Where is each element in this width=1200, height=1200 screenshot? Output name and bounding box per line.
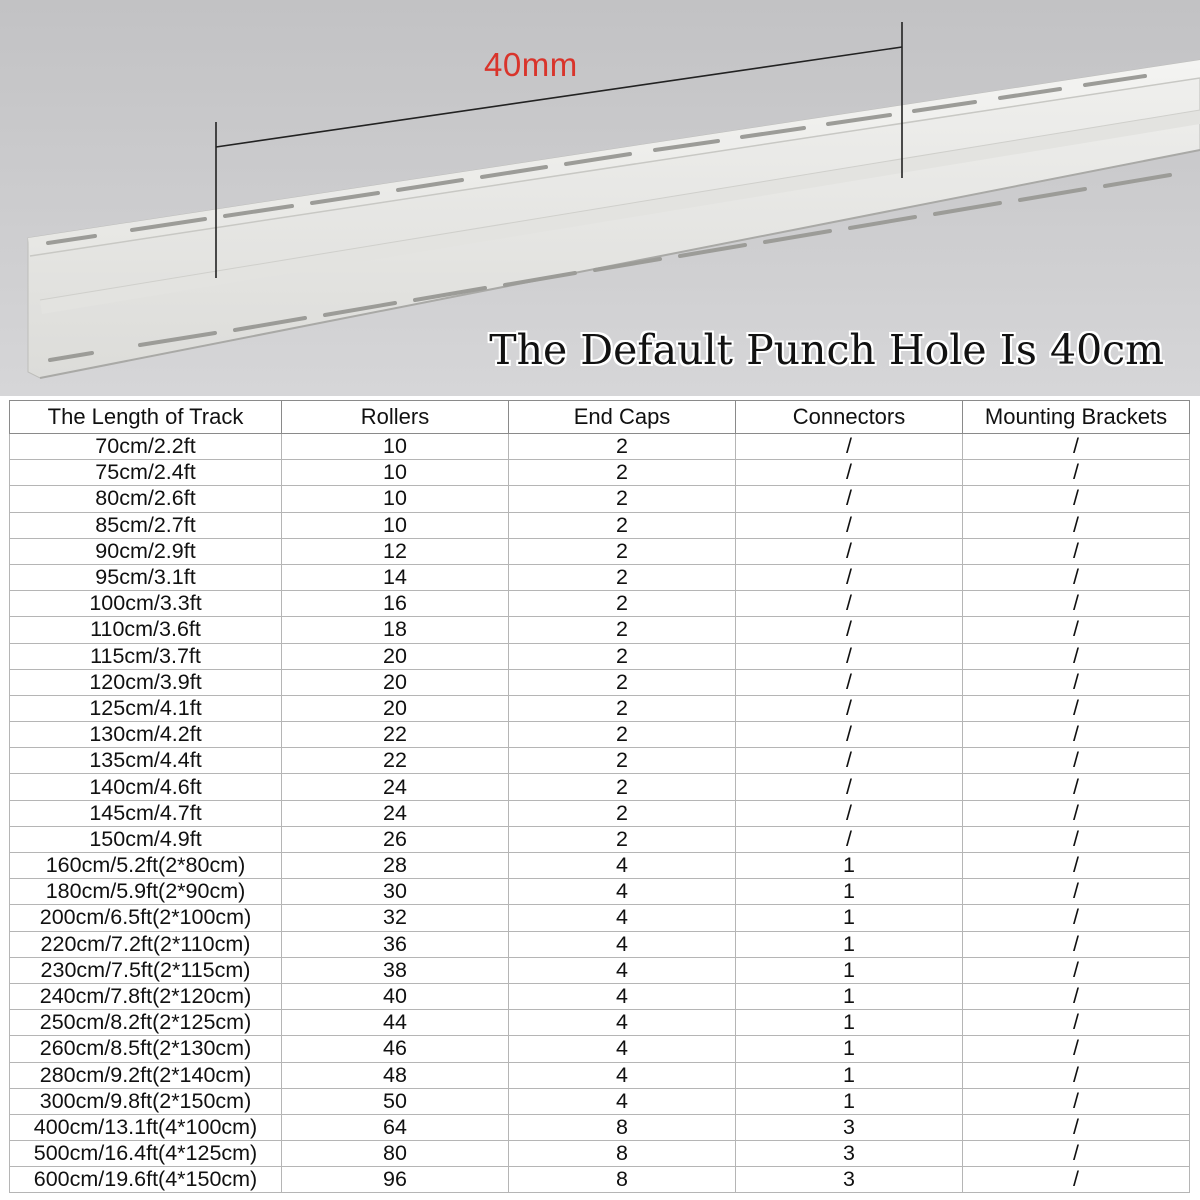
- cell-end-caps: 2: [509, 617, 736, 643]
- cell-end-caps: 4: [509, 983, 736, 1009]
- table-row: [10, 564, 1190, 590]
- table-row: [10, 957, 1190, 983]
- cell-connectors: /: [736, 669, 963, 695]
- header-rollers: Rollers: [282, 401, 509, 434]
- table-row: [10, 1036, 1190, 1062]
- header-end-caps: End Caps: [509, 401, 736, 434]
- cell-length: 80cm/2.6ft: [10, 486, 282, 512]
- cell-mounting-brackets: /: [963, 722, 1190, 748]
- cell-rollers: 40: [282, 983, 509, 1009]
- cell-mounting-brackets: /: [963, 617, 1190, 643]
- cell-connectors: /: [736, 643, 963, 669]
- cell-mounting-brackets: /: [963, 1036, 1190, 1062]
- cell-length: 400cm/13.1ft(4*100cm): [10, 1114, 282, 1140]
- cell-mounting-brackets: /: [963, 669, 1190, 695]
- cell-end-caps: 2: [509, 748, 736, 774]
- cell-rollers: 38: [282, 957, 509, 983]
- cell-connectors: 3: [736, 1167, 963, 1193]
- cell-rollers: 96: [282, 1167, 509, 1193]
- cell-length: 200cm/6.5ft(2*100cm): [10, 905, 282, 931]
- cell-length: 135cm/4.4ft: [10, 748, 282, 774]
- cell-mounting-brackets: /: [963, 434, 1190, 460]
- cell-mounting-brackets: /: [963, 591, 1190, 617]
- table-row: [10, 1167, 1190, 1193]
- cell-length: 230cm/7.5ft(2*115cm): [10, 957, 282, 983]
- cell-mounting-brackets: /: [963, 826, 1190, 852]
- cell-end-caps: 4: [509, 1062, 736, 1088]
- cell-length: 180cm/5.9ft(2*90cm): [10, 879, 282, 905]
- cell-connectors: 1: [736, 1036, 963, 1062]
- cell-rollers: 46: [282, 1036, 509, 1062]
- cell-mounting-brackets: /: [963, 879, 1190, 905]
- cell-end-caps: 2: [509, 591, 736, 617]
- table-row: [10, 853, 1190, 879]
- table-row: [10, 983, 1190, 1009]
- cell-end-caps: 4: [509, 1036, 736, 1062]
- cell-length: 300cm/9.8ft(2*150cm): [10, 1088, 282, 1114]
- table-row: [10, 1062, 1190, 1088]
- cell-end-caps: 8: [509, 1114, 736, 1140]
- cell-connectors: /: [736, 774, 963, 800]
- table-row: [10, 538, 1190, 564]
- cell-connectors: 1: [736, 879, 963, 905]
- cell-length: 150cm/4.9ft: [10, 826, 282, 852]
- cell-mounting-brackets: /: [963, 486, 1190, 512]
- cell-rollers: 44: [282, 1010, 509, 1036]
- cell-mounting-brackets: /: [963, 931, 1190, 957]
- cell-rollers: 10: [282, 512, 509, 538]
- cell-length: 95cm/3.1ft: [10, 564, 282, 590]
- cell-connectors: 1: [736, 931, 963, 957]
- cell-length: 600cm/19.6ft(4*150cm): [10, 1167, 282, 1193]
- table-row: [10, 748, 1190, 774]
- cell-end-caps: 4: [509, 931, 736, 957]
- table-row: [10, 512, 1190, 538]
- cell-rollers: 50: [282, 1088, 509, 1114]
- cell-length: 500cm/16.4ft(4*125cm): [10, 1141, 282, 1167]
- cell-length: 110cm/3.6ft: [10, 617, 282, 643]
- cell-connectors: /: [736, 617, 963, 643]
- table-row: [10, 643, 1190, 669]
- cell-rollers: 48: [282, 1062, 509, 1088]
- cell-rollers: 36: [282, 931, 509, 957]
- cell-rollers: 10: [282, 434, 509, 460]
- cell-rollers: 10: [282, 486, 509, 512]
- cell-length: 70cm/2.2ft: [10, 434, 282, 460]
- cell-mounting-brackets: /: [963, 853, 1190, 879]
- cell-mounting-brackets: /: [963, 774, 1190, 800]
- cell-end-caps: 4: [509, 1088, 736, 1114]
- cell-mounting-brackets: /: [963, 1088, 1190, 1114]
- photo-caption: The Default Punch Hole Is 40cm: [489, 326, 1164, 374]
- cell-length: 280cm/9.2ft(2*140cm): [10, 1062, 282, 1088]
- cell-connectors: /: [736, 800, 963, 826]
- cell-rollers: 64: [282, 1114, 509, 1140]
- cell-length: 115cm/3.7ft: [10, 643, 282, 669]
- cell-length: 75cm/2.4ft: [10, 460, 282, 486]
- cell-end-caps: 4: [509, 1010, 736, 1036]
- cell-length: 85cm/2.7ft: [10, 512, 282, 538]
- cell-connectors: 1: [736, 1010, 963, 1036]
- cell-end-caps: 2: [509, 434, 736, 460]
- cell-mounting-brackets: /: [963, 905, 1190, 931]
- cell-rollers: 30: [282, 879, 509, 905]
- cell-length: 125cm/4.1ft: [10, 695, 282, 721]
- cell-length: 250cm/8.2ft(2*125cm): [10, 1010, 282, 1036]
- cell-end-caps: 2: [509, 800, 736, 826]
- table-row: [10, 1088, 1190, 1114]
- cell-length: 130cm/4.2ft: [10, 722, 282, 748]
- cell-end-caps: 4: [509, 905, 736, 931]
- table-row: [10, 460, 1190, 486]
- cell-connectors: 1: [736, 853, 963, 879]
- cell-length: 145cm/4.7ft: [10, 800, 282, 826]
- cell-end-caps: 2: [509, 669, 736, 695]
- track-product-photo: [0, 0, 1200, 396]
- table-row: [10, 931, 1190, 957]
- cell-rollers: 20: [282, 695, 509, 721]
- cell-mounting-brackets: /: [963, 460, 1190, 486]
- cell-mounting-brackets: /: [963, 512, 1190, 538]
- cell-connectors: 1: [736, 1088, 963, 1114]
- header-length: The Length of Track: [10, 401, 282, 434]
- cell-length: 120cm/3.9ft: [10, 669, 282, 695]
- cell-mounting-brackets: /: [963, 1114, 1190, 1140]
- table-row: [10, 905, 1190, 931]
- cell-end-caps: 4: [509, 879, 736, 905]
- cell-length: 240cm/7.8ft(2*120cm): [10, 983, 282, 1009]
- table-row: [10, 1114, 1190, 1140]
- cell-connectors: /: [736, 512, 963, 538]
- cell-rollers: 20: [282, 669, 509, 695]
- cell-length: 260cm/8.5ft(2*130cm): [10, 1036, 282, 1062]
- cell-end-caps: 2: [509, 460, 736, 486]
- table-row: [10, 434, 1190, 460]
- table-row: [10, 879, 1190, 905]
- table-row: [10, 695, 1190, 721]
- cell-connectors: /: [736, 695, 963, 721]
- cell-rollers: 14: [282, 564, 509, 590]
- cell-mounting-brackets: /: [963, 564, 1190, 590]
- cell-mounting-brackets: /: [963, 643, 1190, 669]
- cell-connectors: /: [736, 826, 963, 852]
- table-row: [10, 800, 1190, 826]
- cell-rollers: 26: [282, 826, 509, 852]
- table-row: [10, 486, 1190, 512]
- cell-rollers: 24: [282, 774, 509, 800]
- cell-length: 100cm/3.3ft: [10, 591, 282, 617]
- cell-rollers: 22: [282, 748, 509, 774]
- cell-mounting-brackets: /: [963, 748, 1190, 774]
- cell-rollers: 24: [282, 800, 509, 826]
- cell-rollers: 32: [282, 905, 509, 931]
- cell-rollers: 16: [282, 591, 509, 617]
- header-mounting-brackets: Mounting Brackets: [963, 401, 1190, 434]
- cell-end-caps: 8: [509, 1141, 736, 1167]
- cell-end-caps: 2: [509, 774, 736, 800]
- cell-connectors: /: [736, 460, 963, 486]
- cell-end-caps: 2: [509, 486, 736, 512]
- cell-length: 140cm/4.6ft: [10, 774, 282, 800]
- cell-connectors: 1: [736, 957, 963, 983]
- cell-connectors: 3: [736, 1141, 963, 1167]
- cell-length: 220cm/7.2ft(2*110cm): [10, 931, 282, 957]
- cell-connectors: /: [736, 564, 963, 590]
- cell-connectors: /: [736, 538, 963, 564]
- cell-rollers: 22: [282, 722, 509, 748]
- cell-end-caps: 4: [509, 957, 736, 983]
- cell-end-caps: 8: [509, 1167, 736, 1193]
- cell-mounting-brackets: /: [963, 538, 1190, 564]
- cell-rollers: 20: [282, 643, 509, 669]
- cell-mounting-brackets: /: [963, 1167, 1190, 1193]
- cell-end-caps: 2: [509, 564, 736, 590]
- table-row: [10, 1010, 1190, 1036]
- cell-end-caps: 2: [509, 643, 736, 669]
- cell-end-caps: 2: [509, 512, 736, 538]
- table-row: [10, 617, 1190, 643]
- cell-end-caps: 2: [509, 722, 736, 748]
- cell-mounting-brackets: /: [963, 1010, 1190, 1036]
- cell-end-caps: 2: [509, 695, 736, 721]
- table-row: [10, 722, 1190, 748]
- cell-end-caps: 4: [509, 853, 736, 879]
- cell-connectors: /: [736, 591, 963, 617]
- cell-end-caps: 2: [509, 826, 736, 852]
- cell-connectors: /: [736, 748, 963, 774]
- cell-length: 90cm/2.9ft: [10, 538, 282, 564]
- cell-rollers: 18: [282, 617, 509, 643]
- cell-mounting-brackets: /: [963, 983, 1190, 1009]
- cell-rollers: 28: [282, 853, 509, 879]
- cell-rollers: 80: [282, 1141, 509, 1167]
- dimension-label: 40mm: [484, 46, 578, 83]
- cell-connectors: 1: [736, 983, 963, 1009]
- cell-mounting-brackets: /: [963, 1062, 1190, 1088]
- cell-end-caps: 2: [509, 538, 736, 564]
- table-header-row: [10, 401, 1190, 434]
- cell-connectors: 1: [736, 905, 963, 931]
- header-connectors: Connectors: [736, 401, 963, 434]
- table-row: [10, 669, 1190, 695]
- cell-mounting-brackets: /: [963, 1141, 1190, 1167]
- cell-mounting-brackets: /: [963, 957, 1190, 983]
- cell-connectors: /: [736, 486, 963, 512]
- cell-rollers: 12: [282, 538, 509, 564]
- table-row: [10, 591, 1190, 617]
- table-row: [10, 774, 1190, 800]
- cell-rollers: 10: [282, 460, 509, 486]
- cell-connectors: 3: [736, 1114, 963, 1140]
- cell-connectors: 1: [736, 1062, 963, 1088]
- cell-length: 160cm/5.2ft(2*80cm): [10, 853, 282, 879]
- table-row: [10, 1141, 1190, 1167]
- track-spec-table: [9, 400, 1190, 1193]
- cell-mounting-brackets: /: [963, 800, 1190, 826]
- cell-mounting-brackets: /: [963, 695, 1190, 721]
- cell-connectors: /: [736, 722, 963, 748]
- cell-connectors: /: [736, 434, 963, 460]
- table-row: [10, 826, 1190, 852]
